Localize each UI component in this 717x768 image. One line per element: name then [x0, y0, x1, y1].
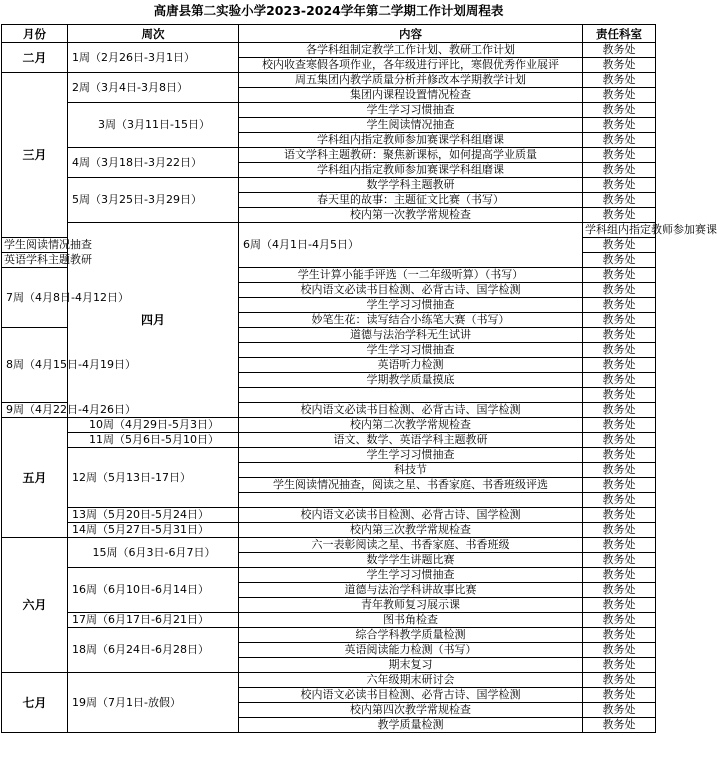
content-cell: 校内语文必读书目检测、必背古诗、国学检测 — [239, 403, 583, 418]
week-cell: 14周（5月27日-5月31日） — [68, 523, 239, 538]
dept-cell: 教务处 — [583, 148, 656, 163]
content-cell: 校内语文必读书目检测、必背古诗、国学检测 — [239, 283, 583, 298]
dept-cell: 教务处 — [583, 538, 656, 553]
content-cell: 校内语文必读书目检测、必背古诗、国学检测 — [239, 508, 583, 523]
content-cell: 学生学习习惯抽查 — [239, 298, 583, 313]
content-cell: 语文、数学、英语学科主题教研 — [239, 433, 583, 448]
table-row — [2, 523, 656, 538]
dept-cell: 教务处 — [583, 628, 656, 643]
dept-cell: 教务处 — [583, 418, 656, 433]
dept-cell: 教务处 — [583, 718, 656, 733]
content-cell: 图书角检查 — [239, 613, 583, 628]
content-cell — [239, 493, 583, 508]
content-cell: 综合学科教学质量检测 — [239, 628, 583, 643]
content-cell: 学生学习习惯抽查 — [239, 568, 583, 583]
table-row — [2, 433, 656, 448]
dept-cell: 教务处 — [583, 238, 656, 253]
content-cell: 学生阅读情况抽查 — [239, 118, 583, 133]
schedule-body — [2, 43, 717, 733]
dept-cell: 教务处 — [583, 673, 656, 688]
week-cell: 3周（3月11日-15日） — [68, 103, 239, 148]
dept-cell: 教务处 — [583, 568, 656, 583]
dept-cell: 教务处 — [583, 88, 656, 103]
content-cell: 春天里的故事：主题征文比赛（书写） — [239, 193, 583, 208]
table-row — [2, 418, 656, 433]
table-row — [2, 568, 656, 583]
week-cell: 19周（7月1日-放假） — [68, 673, 239, 733]
week-cell: 10周（4月29日-5月3日） — [68, 418, 239, 433]
dept-cell: 教务处 — [583, 298, 656, 313]
week-cell: 1周（2月26日-3月1日） — [68, 43, 239, 73]
week-cell: 11周（5月6日-5月10日） — [68, 433, 239, 448]
month-cell: 七月 — [2, 673, 68, 733]
content-cell: 妙笔生花：读写结合小练笔大赛（书写） — [239, 313, 583, 328]
table-row — [2, 628, 656, 643]
content-cell: 学科组内指定教师参加赛课学科组磨课 — [239, 133, 583, 148]
month-cell: 五月 — [2, 418, 68, 538]
dept-cell: 教务处 — [583, 613, 656, 628]
dept-cell: 教务处 — [583, 388, 656, 403]
dept-cell: 教务处 — [583, 688, 656, 703]
dept-cell: 教务处 — [583, 73, 656, 88]
content-cell: 学科组内指定教师参加赛课学科组磨课 — [239, 163, 583, 178]
content-cell: 教学质量检测 — [239, 718, 583, 733]
dept-cell: 教务处 — [583, 463, 656, 478]
dept-cell: 教务处 — [583, 253, 656, 268]
table-row — [2, 448, 656, 463]
content-cell: 校内第三次教学常规检查 — [239, 523, 583, 538]
week-cell: 17周（6月17日-6月21日） — [68, 613, 239, 628]
content-cell: 科技节 — [239, 463, 583, 478]
dept-cell: 教务处 — [583, 43, 656, 58]
content-cell: 学期教学质量摸底 — [239, 373, 583, 388]
week-cell: 15周（6月3日-6月7日） — [68, 538, 239, 568]
dept-cell: 教务处 — [583, 598, 656, 613]
content-cell: 学生阅读情况抽查，阅读之星、书香家庭、书香班级评选 — [239, 478, 583, 493]
table-row — [2, 178, 656, 193]
dept-cell: 教务处 — [583, 478, 656, 493]
dept-cell: 教务处 — [583, 508, 656, 523]
week-cell: 12周（5月13日-17日） — [68, 448, 239, 508]
table-row — [2, 403, 656, 418]
dept-cell: 教务处 — [583, 658, 656, 673]
dept-cell: 教务处 — [583, 133, 656, 148]
content-cell: 校内语文必读书目检测、必背古诗、国学检测 — [239, 688, 583, 703]
dept-cell: 教务处 — [583, 433, 656, 448]
table-row — [2, 613, 656, 628]
dept-cell: 教务处 — [583, 193, 656, 208]
month-cell: 二月 — [2, 43, 68, 73]
month-cell: 六月 — [2, 538, 68, 673]
dept-cell: 教务处 — [583, 283, 656, 298]
dept-cell: 教务处 — [583, 358, 656, 373]
schedule-table — [1, 24, 717, 733]
content-cell: 校内第四次教学常规检查 — [239, 703, 583, 718]
content-cell: 集团内课程设置情况检查 — [239, 88, 583, 103]
week-cell: 18周（6月24日-6月28日） — [68, 628, 239, 673]
table-row — [2, 538, 656, 553]
header-row — [2, 25, 656, 43]
dept-cell: 教务处 — [583, 523, 656, 538]
content-cell: 校内收查寒假各项作业，各年级进行评比，寒假优秀作业展评 — [239, 58, 583, 73]
dept-cell: 教务处 — [583, 313, 656, 328]
content-cell: 六年级期末研讨会 — [239, 673, 583, 688]
table-row — [2, 148, 656, 163]
dept-cell: 教务处 — [583, 118, 656, 133]
week-cell: 6周（4月1日-4月5日） — [239, 223, 583, 268]
header-dept: 责任科室 — [583, 25, 656, 43]
table-row — [2, 508, 656, 523]
dept-cell: 教务处 — [583, 208, 656, 223]
header-week: 周次 — [68, 25, 239, 43]
month-cell: 四月 — [68, 223, 239, 418]
content-cell: 校内第一次教学常规检查 — [239, 208, 583, 223]
week-cell: 4周（3月18日-3月22日） — [68, 148, 239, 178]
dept-cell: 教务处 — [583, 448, 656, 463]
content-cell: 道德与法治学科无生试讲 — [239, 328, 583, 343]
week-cell: 8周（4月15日-4月19日） — [2, 328, 68, 403]
content-cell: 学生学习习惯抽查 — [239, 343, 583, 358]
content-cell: 学生学习习惯抽查 — [239, 103, 583, 118]
dept-cell: 教务处 — [583, 178, 656, 193]
dept-cell: 教务处 — [583, 343, 656, 358]
month-cell: 三月 — [2, 73, 68, 238]
content-cell: 语文学科主题教研：聚焦新课标，如何提高学业质量 — [239, 148, 583, 163]
content-cell — [239, 388, 583, 403]
content-cell: 英语阅读能力检测（书写） — [239, 643, 583, 658]
content-cell: 数学学科主题教研 — [239, 178, 583, 193]
week-cell: 5周（3月25日-3月29日） — [68, 178, 239, 223]
content-cell: 学生计算小能手评选（一二年级听算）（书写） — [239, 268, 583, 283]
table-row — [2, 223, 656, 238]
week-cell: 13周（5月20日-5月24日） — [68, 508, 239, 523]
content-cell: 期末复习 — [239, 658, 583, 673]
dept-cell: 教务处 — [583, 373, 656, 388]
page-title: 高唐县第二实验小学2023-2024学年第二学期工作计划周程表 — [153, 3, 504, 18]
content-cell: 学生阅读情况抽查 — [2, 238, 68, 253]
content-cell: 校内第二次教学常规检查 — [239, 418, 583, 433]
dept-cell: 教务处 — [583, 553, 656, 568]
content-cell: 数学学生讲题比赛 — [239, 553, 583, 568]
content-cell: 英语听力检测 — [239, 358, 583, 373]
dept-cell: 教务处 — [583, 58, 656, 73]
table-row — [2, 73, 656, 88]
dept-cell: 教务处 — [583, 163, 656, 178]
content-cell: 道德与法治学科讲故事比赛 — [239, 583, 583, 598]
content-cell: 英语学科主题教研 — [2, 253, 68, 268]
dept-cell: 教务处 — [583, 328, 656, 343]
dept-cell: 教务处 — [583, 583, 656, 598]
dept-cell: 教务处 — [583, 268, 656, 283]
dept-cell: 教务处 — [583, 643, 656, 658]
table-row — [2, 673, 656, 688]
week-cell: 9周（4月22日-4月26日） — [2, 403, 68, 418]
table-row — [2, 43, 656, 58]
table-row — [2, 103, 656, 118]
content-cell: 学科组内指定教师参加赛课 — [583, 223, 656, 238]
content-cell: 青年教师复习展示课 — [239, 598, 583, 613]
dept-cell: 教务处 — [583, 703, 656, 718]
dept-cell: 教务处 — [583, 103, 656, 118]
week-cell: 16周（6月10日-6月14日） — [68, 568, 239, 613]
content-cell: 周五集团内教学质量分析并修改本学期教学计划 — [239, 73, 583, 88]
week-cell: 2周（3月4日-3月8日） — [68, 73, 239, 103]
dept-cell: 教务处 — [583, 493, 656, 508]
content-cell: 学生学习习惯抽查 — [239, 448, 583, 463]
dept-cell: 教务处 — [583, 403, 656, 418]
header-content: 内容 — [239, 25, 583, 43]
content-cell: 各学科组制定教学工作计划、教研工作计划 — [239, 43, 583, 58]
header-month: 月份 — [2, 25, 68, 43]
week-cell: 7周（4月8日-4月12日） — [2, 268, 68, 328]
content-cell: 六一表彰阅读之星、书香家庭、书香班级 — [239, 538, 583, 553]
